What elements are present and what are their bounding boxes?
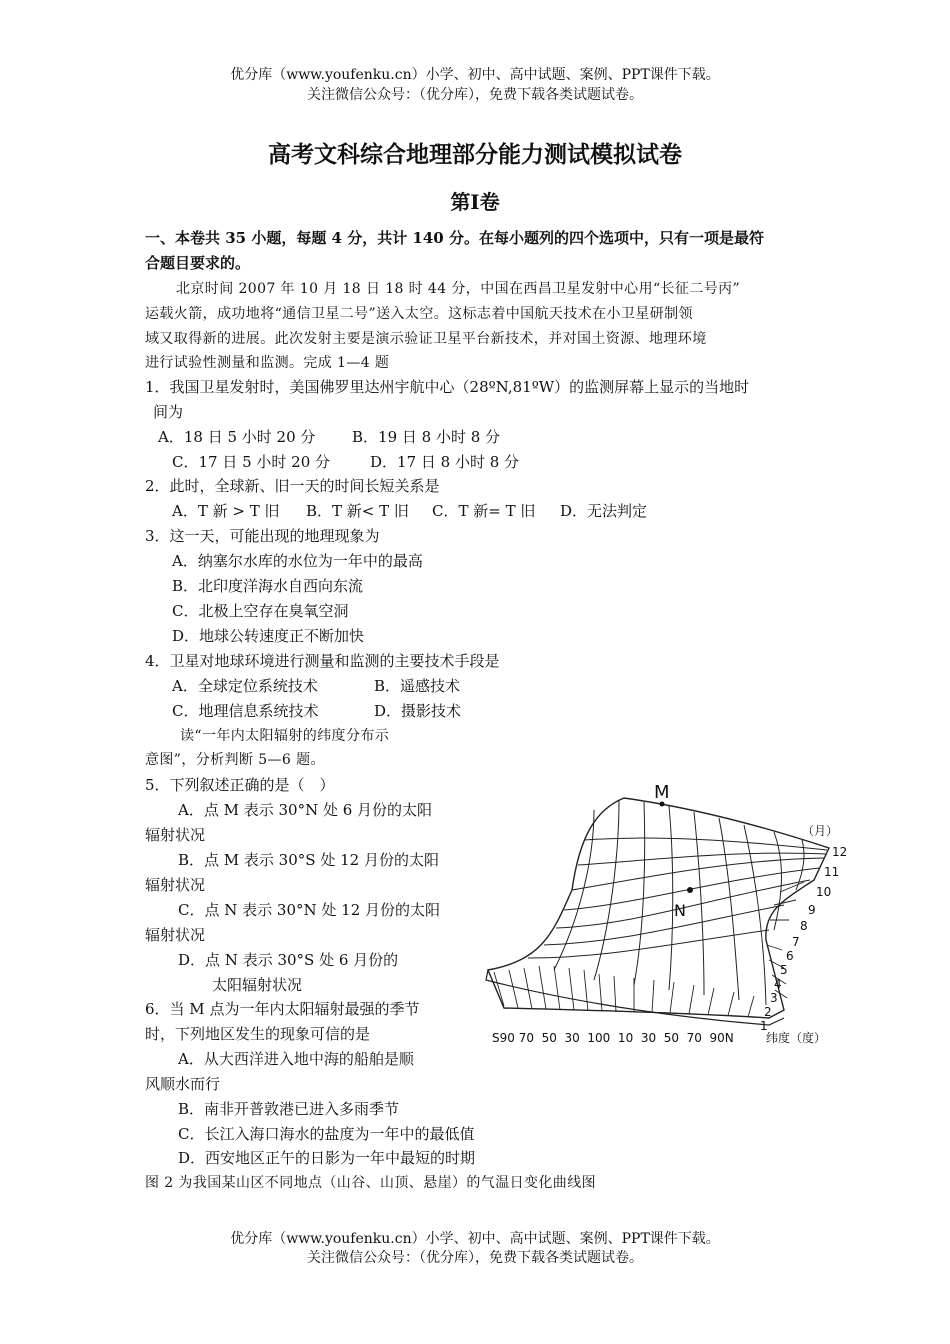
solar-radiation-figure bbox=[484, 780, 850, 1050]
q5-option-a-line2: 辐射状况 bbox=[145, 826, 206, 844]
month-label-5: 5 bbox=[780, 963, 788, 977]
latitude-axis-label: 纬度（度） bbox=[766, 1031, 827, 1045]
q3-option-b: B．北印度洋海水自西向东流 bbox=[172, 577, 364, 595]
q3-option-c: C．北极上空存在臭氧空洞 bbox=[172, 602, 349, 620]
passage-line4: 进行试验性测量和监测。完成 1—4 题 bbox=[145, 355, 390, 371]
month-label-1: 1 bbox=[760, 1019, 768, 1033]
q1-option-c: C．17 日 5 小时 20 分 bbox=[172, 453, 331, 471]
q2-stem: 2．此时，全球新、旧一天的时间长短关系是 bbox=[145, 477, 440, 495]
q1-option-b: B．19 日 8 小时 8 分 bbox=[352, 428, 501, 446]
grid-line-m bbox=[719, 818, 739, 1000]
month-label-9: 9 bbox=[808, 903, 816, 917]
site-header-line2: 关注微信公众号：（优分库），免费下载各类试题试卷。 bbox=[307, 87, 643, 103]
q4-option-c: C．地理信息系统技术 bbox=[172, 702, 319, 720]
q6-option-c: C．长江入海口海水的盐度为一年中的最低值 bbox=[178, 1125, 475, 1143]
site-header-line1: 优分库（www.youfenku.cn）小学、初中、高中试题、案例、PPT课件下载。 bbox=[230, 67, 720, 83]
q4-stem: 4．卫星对地球环境进行测量和监测的主要技术手段是 bbox=[145, 652, 500, 670]
q6-option-d: D．西安地区正午的日影为一年中最短的时期 bbox=[178, 1149, 476, 1167]
q5-option-b-line2: 辐射状况 bbox=[145, 876, 206, 894]
grid-line-d bbox=[544, 905, 784, 945]
q1-stem-line1: 1．我国卫星发射时，美国佛罗里达州宇航中心（28ºN,81ºW）的监测屏幕上显示的当地时 bbox=[145, 378, 750, 396]
q1-stem-line2: 间为 bbox=[153, 403, 184, 421]
q4-option-d: D．摄影技术 bbox=[374, 702, 462, 720]
read-intro-line2: 意图”，分析判断 5—6 题。 bbox=[145, 752, 325, 768]
q5-option-c-line2: 辐射状况 bbox=[145, 926, 206, 944]
point-m-label: M bbox=[654, 782, 670, 803]
site-footer-line1: 优分库（www.youfenku.cn）小学、初中、高中试题、案例、PPT课件下载。 bbox=[230, 1231, 720, 1247]
site-footer-line2: 关注微信公众号：（优分库），免费下载各类试题试卷。 bbox=[307, 1250, 643, 1266]
month-label-2: 2 bbox=[764, 1005, 772, 1019]
q5-option-c-line1: C．点 N 表示 30°N 处 12 月份的太阳 bbox=[178, 901, 441, 919]
section-title: 第I卷 bbox=[450, 190, 500, 214]
month-label-7: 7 bbox=[792, 935, 800, 949]
q2-option-c: C．T 新= T 旧 bbox=[432, 502, 536, 520]
instructions-line1: 一、本卷共 35 小题，每题 4 分，共计 140 分。在每小题列的四个选项中，只有一项是最符 bbox=[145, 229, 764, 247]
month-label-4: 4 bbox=[774, 977, 782, 991]
month-label-3: 3 bbox=[770, 991, 778, 1005]
month-label-12: 12 bbox=[832, 845, 848, 859]
grid-line-n bbox=[744, 825, 766, 1005]
passage-line2: 运载火箭，成功地将“通信卫星二号”送入太空。这标志着中国航天技术在小卫星研制领 bbox=[145, 306, 693, 322]
q1-option-a: A．18 日 5 小时 20 分 bbox=[158, 428, 316, 446]
q6-option-b: B．南非开普敦港已进入多雨季节 bbox=[178, 1100, 400, 1118]
q6-stem-line1: 6．当 M 点为一年内太阳辐射最强的季节 bbox=[145, 1000, 420, 1018]
month-label-11: 11 bbox=[824, 865, 840, 879]
point-n-label: N bbox=[674, 901, 686, 920]
q6-stem-line2: 时，下列地区发生的现象可信的是 bbox=[145, 1025, 371, 1043]
instructions-line2: 合题目要求的。 bbox=[145, 254, 251, 272]
q5-option-d-line2: 太阳辐射状况 bbox=[212, 976, 303, 994]
passage-line3: 域又取得新的进展。此次发射主要是演示验证卫星平台新技术，并对国土资源、地理环境 bbox=[145, 331, 707, 347]
q3-option-d: D．地球公转速度正不断加快 bbox=[172, 627, 365, 645]
point-n-marker bbox=[687, 887, 693, 893]
q1-option-d: D．17 日 8 小时 8 分 bbox=[370, 453, 520, 471]
month-label-10: 10 bbox=[816, 885, 832, 899]
q5-stem: 5．下列叙述正确的是（ ） bbox=[145, 776, 335, 794]
month-unit-label: （月） bbox=[802, 824, 839, 838]
month-label-6: 6 bbox=[786, 949, 794, 963]
q3-stem: 3．这一天，可能出现的地理现象为 bbox=[145, 527, 380, 545]
month-label-8: 8 bbox=[800, 919, 808, 933]
q4-option-a: A．全球定位系统技术 bbox=[172, 677, 318, 695]
passage-line1: 北京时间 2007 年 10 月 18 日 18 时 44 分，中国在西昌卫星发射中心用“长征二号丙” bbox=[176, 281, 741, 297]
q2-option-a: A．T 新 > T 旧 bbox=[172, 502, 280, 520]
q6-option-a-line2: 风顺水而行 bbox=[145, 1075, 221, 1093]
latitude-axis-ticks: S90 70 50 30 100 10 30 50 70 90N bbox=[492, 1031, 734, 1045]
read-intro-line1: 读“一年内太阳辐射的纬度分布示 bbox=[180, 728, 390, 744]
page-title: 高考文科综合地理部分能力测试模拟试卷 bbox=[268, 141, 682, 168]
q5-option-a-line1: A．点 M 表示 30°N 处 6 月份的太阳 bbox=[178, 801, 433, 819]
q4-option-b: B．遥感技术 bbox=[374, 677, 461, 695]
q6-option-a-line1: A．从大西洋进入地中海的船舶是顺 bbox=[178, 1050, 414, 1068]
q2-option-b: B．T 新< T 旧 bbox=[306, 502, 409, 520]
q3-option-a: A．纳塞尔水库的水位为一年中的最高 bbox=[172, 552, 423, 570]
grid-line-k bbox=[669, 806, 673, 990]
q2-option-d: D．无法判定 bbox=[560, 502, 648, 520]
fig2-caption: 图 2 为我国某山区不同地点（山谷、山顶、悬崖）的气温日变化曲线图 bbox=[145, 1175, 597, 1191]
q5-option-d-line1: D．点 N 表示 30°S 处 6 月份的 bbox=[178, 951, 399, 969]
grid-line-f bbox=[584, 838, 827, 850]
q5-option-b-line1: B．点 M 表示 30°S 处 12 月份的太阳 bbox=[178, 851, 439, 869]
grid-line-j bbox=[634, 802, 645, 985]
grid-line-o bbox=[774, 832, 782, 930]
